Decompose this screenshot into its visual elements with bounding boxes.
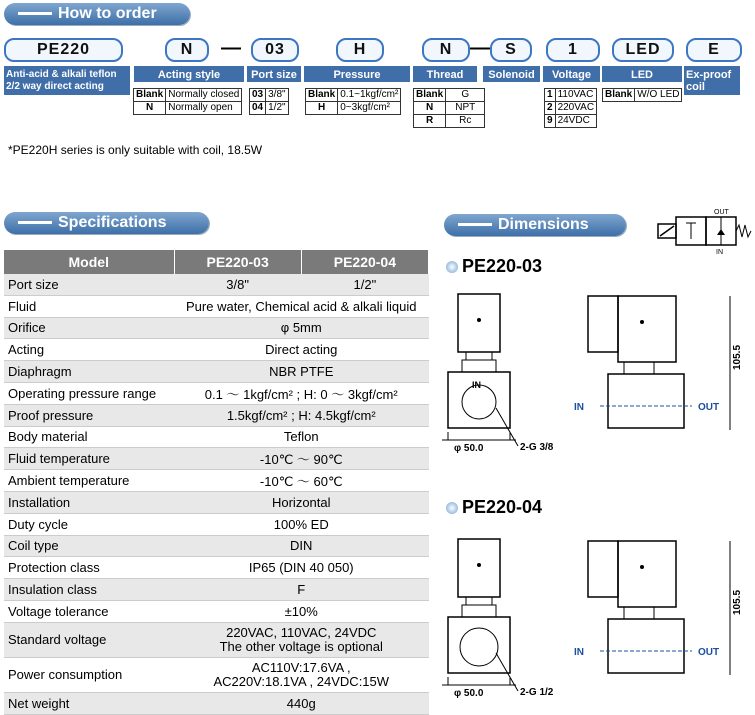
in-flow-label: IN (574, 402, 584, 413)
pressure-options: Blank 0.1~1kgf/cm² H 0~3kgf/cm² (305, 88, 401, 115)
side-drawing-04 (574, 535, 752, 695)
spec-label: Body material (4, 426, 174, 448)
spec-label: Duty cycle (4, 513, 174, 535)
label-thread: Thread (413, 66, 477, 82)
spec-label: Voltage tolerance (4, 600, 174, 622)
thread-label: 2-G 3/8 (520, 442, 554, 453)
height-label: 105.5 (732, 589, 743, 615)
code-ex: E (686, 38, 742, 62)
spec-label: Fluid (4, 295, 174, 317)
acting-options: Blank Normally closed N Normally open (133, 88, 242, 115)
spec-value: AC110V:17.6VA , AC220V:18.1VA , 24VDC:15W (174, 657, 429, 692)
diameter-label: φ 50.0 (454, 688, 484, 699)
code-thread: N (422, 38, 470, 62)
label-led: LED (602, 66, 682, 82)
spec-value: DIN (174, 535, 429, 557)
col-pe220-03: PE220-03 (174, 250, 301, 274)
separator: — (221, 37, 241, 59)
spec-value: 3/8" (174, 274, 301, 295)
code-acting: N (165, 38, 209, 62)
label-solenoid: Solenoid (483, 66, 540, 82)
front-drawing-04 (440, 535, 570, 703)
how-to-order-header: How to order (4, 3, 190, 25)
col-model: Model (4, 250, 174, 274)
dimensions-header: Dimensions (444, 214, 626, 236)
spec-label: Acting (4, 339, 174, 361)
code-led: LED (612, 38, 674, 62)
led-options: Blank W/O LED (602, 88, 682, 102)
spec-value: 1.5kgf/cm² ; H: 4.5kgf/cm² (174, 404, 429, 426)
spec-label: Orifice (4, 317, 174, 339)
port-options: 03 3/8" 04 1/2" (249, 88, 289, 115)
spec-value: 0.1 ～ 1kgf/cm² ; H: 0 ～ 3kgf/cm² (174, 382, 429, 404)
spec-value: Teflon (174, 426, 429, 448)
in-flow-label: IN (574, 647, 584, 658)
code-port: 03 (251, 38, 299, 62)
spec-label: Protection class (4, 557, 174, 579)
label-pressure: Pressure (304, 66, 410, 82)
spec-value: 220VAC, 110VAC, 24VDC The other voltage is optional (174, 622, 429, 657)
label-ex-proof: Ex-proof coil (684, 66, 740, 95)
spec-value: -10℃ ～ 90℃ (174, 448, 429, 470)
thread-label: 2-G 1/2 (520, 687, 554, 698)
spec-value: ±10% (174, 600, 429, 622)
spec-value: 1/2" (301, 274, 428, 295)
spec-value: Horizontal (174, 491, 429, 513)
label-voltage: Voltage (543, 66, 600, 82)
side-drawing-03 (574, 290, 752, 450)
spec-value: NBR PTFE (174, 361, 429, 383)
spec-label: Insulation class (4, 579, 174, 601)
code-solenoid: S (490, 38, 532, 62)
spec-label: Standard voltage (4, 622, 174, 657)
order-note: *PE220H series is only suitable with coil, 18.5W (8, 143, 263, 157)
spec-value: 100% ED (174, 513, 429, 535)
spec-label: Coil type (4, 535, 174, 557)
spec-label: Proof pressure (4, 404, 174, 426)
specifications-header: Specifications (4, 212, 209, 234)
symbol-out-label: OUT (714, 209, 729, 216)
spec-table (4, 250, 429, 715)
valve-symbol (656, 205, 752, 255)
spec-label: Power consumption (4, 657, 174, 692)
spec-value: φ 5mm (174, 317, 429, 339)
dim-title-03: PE220-03 (446, 256, 542, 277)
symbol-in-label: IN (716, 249, 723, 256)
spec-value: F (174, 579, 429, 601)
spec-value: Direct acting (174, 339, 429, 361)
spec-label: Fluid temperature (4, 448, 174, 470)
model-description: Anti-acid & alkali teflon 2/2 way direct acting (4, 66, 130, 95)
spec-value: Pure water, Chemical acid & alkali liquid (174, 295, 429, 317)
height-label: 105.5 (732, 344, 743, 370)
front-drawing-03 (440, 290, 570, 458)
spec-label: Installation (4, 491, 174, 513)
spec-value: IP65 (DIN 40 050) (174, 557, 429, 579)
col-pe220-04: PE220-04 (301, 250, 428, 274)
out-flow-label: OUT (698, 647, 720, 658)
thread-options: Blank G N NPT R Rc (413, 88, 485, 128)
spec-label: Diaphragm (4, 361, 174, 383)
label-port: Port size (247, 66, 301, 82)
spec-label: Operating pressure range (4, 382, 174, 404)
out-flow-label: OUT (698, 402, 720, 413)
diameter-label: φ 50.0 (454, 443, 484, 454)
spec-value: 440g (174, 692, 429, 714)
code-voltage: 1 (546, 38, 600, 62)
spec-value: -10℃ ～ 60℃ (174, 470, 429, 492)
spec-label: Net weight (4, 692, 174, 714)
code-model: PE220 (4, 38, 123, 62)
spec-label: Port size (4, 274, 174, 295)
spec-label: Ambient temperature (4, 470, 174, 492)
in-port-label: IN (472, 380, 481, 390)
dim-title-04: PE220-04 (446, 497, 542, 518)
label-acting: Acting style (134, 66, 244, 82)
voltage-options: 1 110VAC 2 220VAC 9 24VDC (544, 88, 597, 128)
separator: — (470, 37, 490, 59)
code-pressure: H (336, 38, 384, 62)
